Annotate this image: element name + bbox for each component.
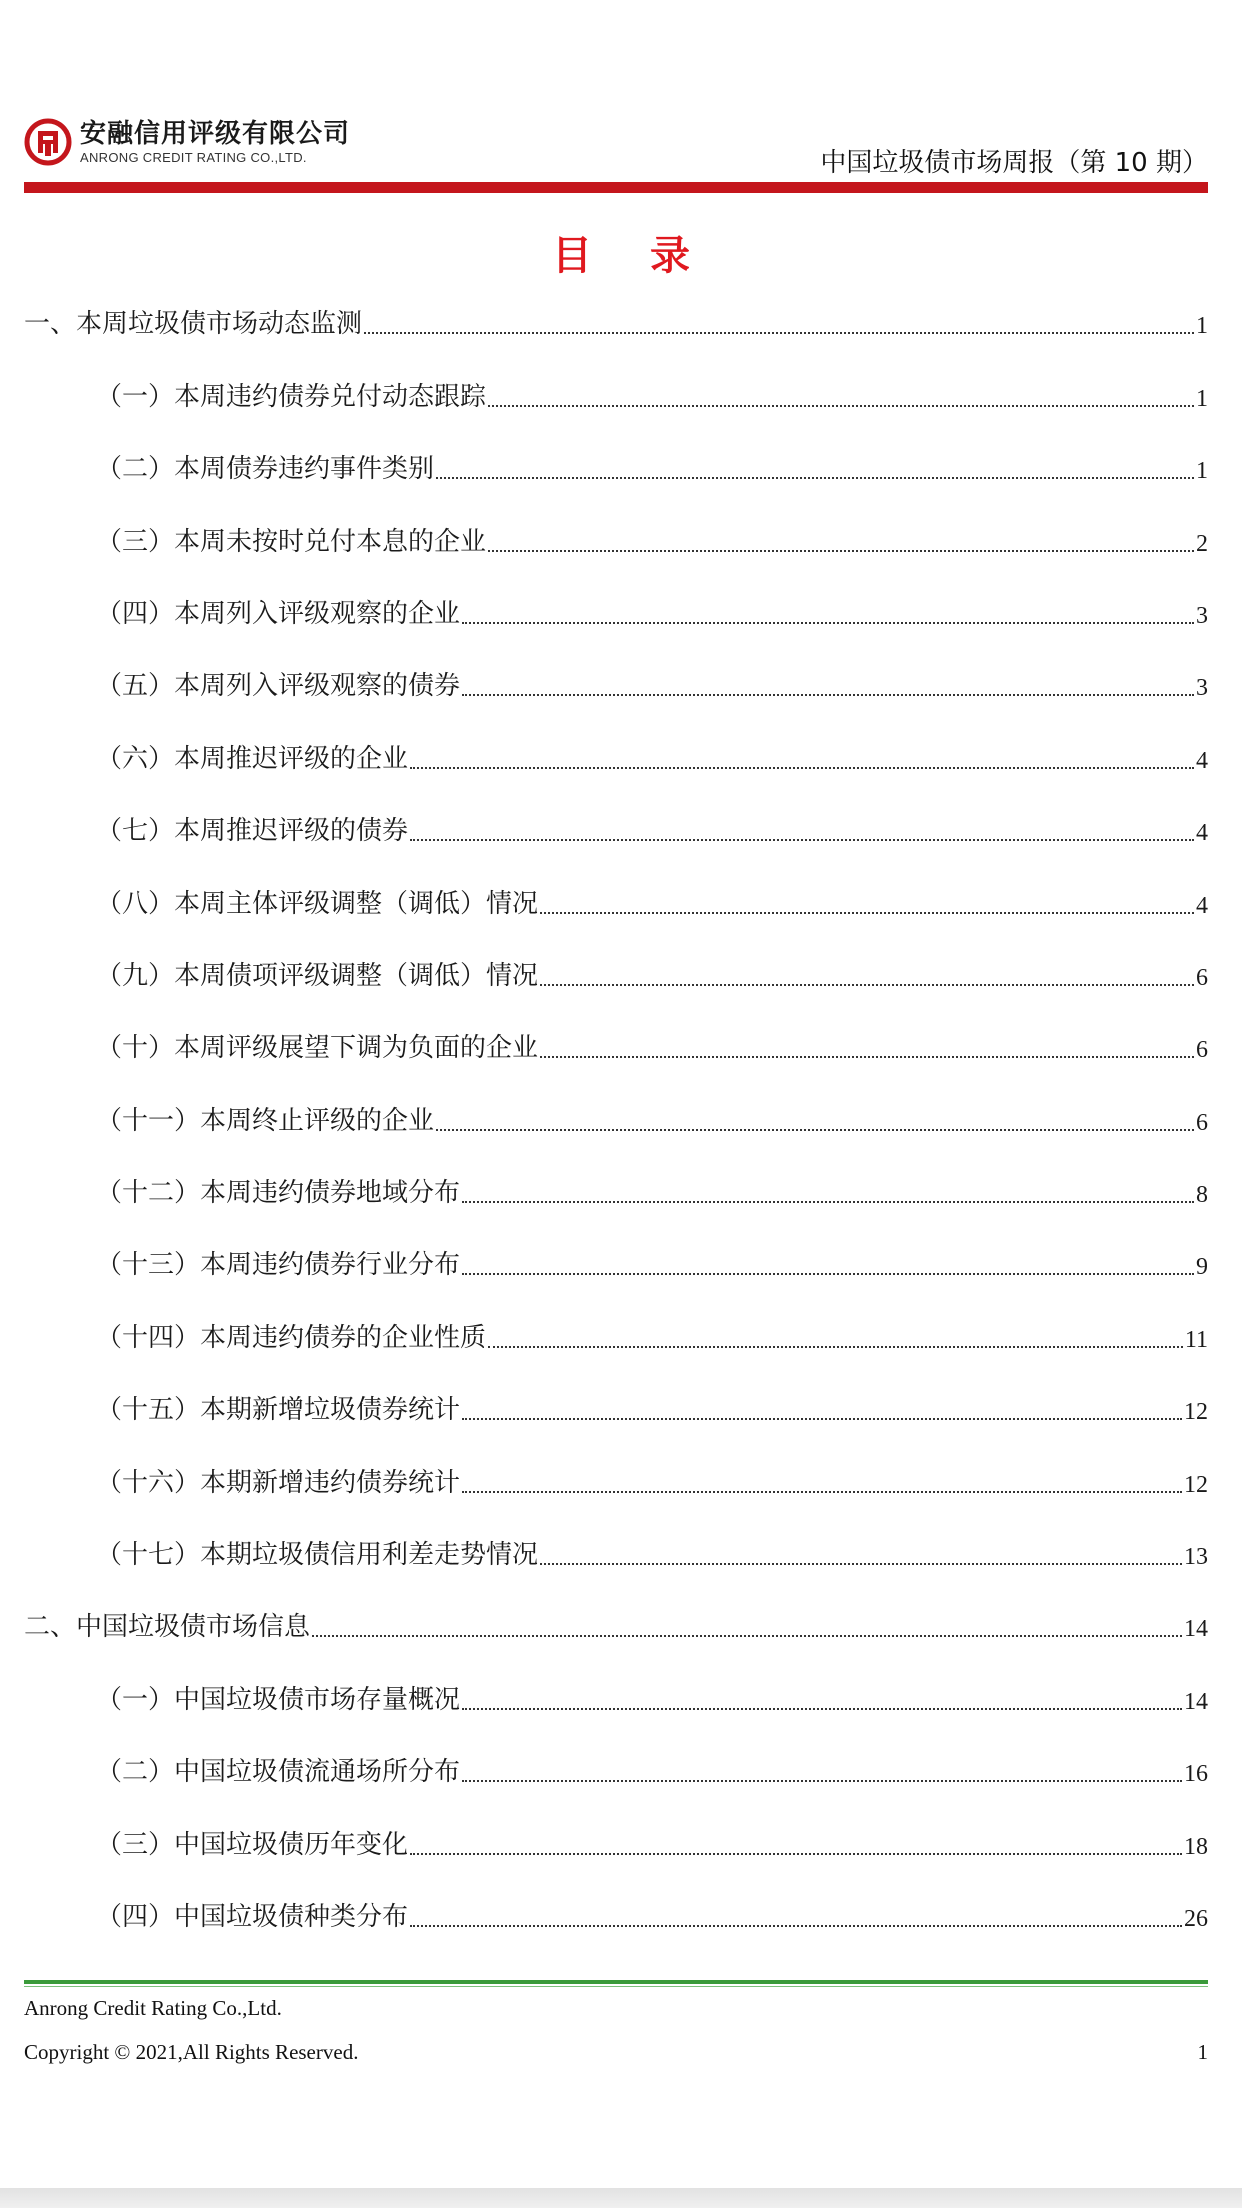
toc-entry-page: 26 [1184, 1905, 1208, 1932]
toc-entry[interactable] [24, 1595, 1208, 1667]
toc-entry-label: （六）本周推迟评级的企业 [96, 743, 409, 774]
toc-entry-page: 16 [1184, 1761, 1208, 1788]
toc-leader-dots [462, 1708, 1182, 1710]
toc-entry-page: 4 [1196, 820, 1208, 847]
toc-entry-page: 1 [1196, 458, 1208, 485]
toc-entry[interactable] [24, 437, 1208, 509]
toc-entry[interactable] [24, 1667, 1208, 1739]
toc-entry[interactable] [24, 292, 1208, 364]
toc-leader-dots [540, 984, 1194, 986]
toc-entry-label: （八）本周主体评级调整（调低）情况 [96, 888, 539, 919]
toc-entry-page: 6 [1196, 1109, 1208, 1136]
toc-entry-label: （二）本周债券违约事件类别 [96, 454, 435, 485]
toc-entry-label: （十二）本周违约债券地域分布 [96, 1178, 461, 1209]
toc-entry-label: （一）中国垃圾债市场存量概况 [96, 1684, 461, 1715]
footer-divider [24, 1980, 1208, 1984]
toc-leader-dots [462, 1418, 1182, 1420]
company-name-cn: 安融信用评级有限公司 [80, 118, 351, 149]
toc-entry-page: 3 [1196, 602, 1208, 629]
toc-leader-dots [488, 1346, 1183, 1348]
toc-entry-page: 1 [1196, 313, 1208, 340]
toc-entry-page: 8 [1196, 1182, 1208, 1209]
footer-divider-thin [24, 1986, 1208, 1987]
toc-entry-page: 12 [1184, 1399, 1208, 1426]
page-number: 1 [1197, 2040, 1208, 2064]
toc-leader-dots [462, 1273, 1194, 1275]
toc-entry-label: （七）本周推迟评级的债券 [96, 816, 409, 847]
toc-entry[interactable] [24, 726, 1208, 798]
toc-entry-label: （四）中国垃圾债种类分布 [96, 1901, 409, 1932]
toc-entry-page: 2 [1196, 530, 1208, 557]
header-divider [24, 182, 1208, 193]
toc-entry-page: 3 [1196, 675, 1208, 702]
toc-entry[interactable] [24, 1016, 1208, 1088]
toc-entry-label: （四）本周列入评级观察的企业 [96, 598, 461, 629]
toc-entry-label: （三）中国垃圾债历年变化 [96, 1829, 409, 1860]
toc-entry[interactable] [24, 582, 1208, 654]
toc-entry-page: 12 [1184, 1471, 1208, 1498]
toc-entry-page: 18 [1184, 1833, 1208, 1860]
toc-entry[interactable] [24, 1161, 1208, 1233]
toc-leader-dots [436, 477, 1194, 479]
toc-entry-page: 1 [1196, 385, 1208, 412]
toc-entry-label: （二）中国垃圾债流通场所分布 [96, 1757, 461, 1788]
toc-entry-label: （一）本周违约债券兑付动态跟踪 [96, 381, 487, 412]
toc-entry[interactable] [24, 509, 1208, 581]
toc-entry[interactable] [24, 654, 1208, 726]
toc-entry[interactable] [24, 364, 1208, 436]
toc-leader-dots [540, 1563, 1182, 1565]
table-of-contents [24, 292, 1208, 1957]
toc-leader-dots [410, 767, 1194, 769]
toc-entry-page: 6 [1196, 964, 1208, 991]
company-name [80, 118, 351, 165]
toc-leader-dots [410, 1853, 1182, 1855]
toc-entry-page: 4 [1196, 892, 1208, 919]
toc-entry-label: （十六）本期新增违约债券统计 [96, 1467, 461, 1498]
toc-entry-label: 一、本周垃圾债市场动态监测 [24, 309, 363, 340]
toc-entry-page: 6 [1196, 1037, 1208, 1064]
toc-entry-label: （十三）本周违约债券行业分布 [96, 1250, 461, 1281]
toc-entry[interactable] [24, 1523, 1208, 1595]
toc-leader-dots [462, 1491, 1182, 1493]
toc-entry-page: 14 [1184, 1688, 1208, 1715]
toc-entry[interactable] [24, 1450, 1208, 1522]
viewer-bottom-strip [0, 2188, 1242, 2208]
toc-entry-page: 9 [1196, 1254, 1208, 1281]
toc-leader-dots [410, 1925, 1182, 1927]
toc-entry[interactable] [24, 1378, 1208, 1450]
toc-leader-dots [462, 622, 1194, 624]
toc-entry-label: （五）本周列入评级观察的债券 [96, 671, 461, 702]
toc-leader-dots [364, 332, 1194, 334]
toc-entry[interactable] [24, 1812, 1208, 1884]
toc-entry[interactable] [24, 1740, 1208, 1812]
toc-entry[interactable] [24, 944, 1208, 1016]
toc-leader-dots [462, 1780, 1182, 1782]
toc-entry[interactable] [24, 1885, 1208, 1957]
toc-entry[interactable] [24, 1233, 1208, 1305]
toc-entry-page: 13 [1184, 1544, 1208, 1571]
toc-leader-dots [436, 1129, 1194, 1131]
toc-leader-dots [488, 405, 1194, 407]
toc-entry-label: 二、中国垃圾债市场信息 [24, 1612, 311, 1643]
toc-entry-label: （九）本周债项评级调整（调低）情况 [96, 960, 539, 991]
toc-leader-dots [410, 839, 1194, 841]
company-logo [24, 112, 350, 172]
toc-entry[interactable] [24, 1305, 1208, 1377]
toc-entry[interactable] [24, 799, 1208, 871]
toc-entry-label: （十）本周评级展望下调为负面的企业 [96, 1033, 539, 1064]
toc-title: 目 录 [552, 233, 712, 279]
toc-leader-dots [540, 1056, 1194, 1058]
toc-entry[interactable] [24, 871, 1208, 943]
footer-copyright: Copyright © 2021,All Rights Reserved. [24, 2040, 359, 2064]
toc-entry-page: 4 [1196, 747, 1208, 774]
toc-entry-label: （三）本周未按时兑付本息的企业 [96, 526, 487, 557]
toc-entry-label: （十七）本期垃圾债信用利差走势情况 [96, 1540, 539, 1571]
toc-entry-label: （十一）本周终止评级的企业 [96, 1105, 435, 1136]
toc-leader-dots [462, 1201, 1194, 1203]
toc-leader-dots [312, 1635, 1182, 1637]
company-name-en: ANRONG CREDIT RATING CO.,LTD. [80, 149, 307, 165]
toc-entry-label: （十四）本周违约债券的企业性质 [96, 1322, 487, 1353]
toc-leader-dots [488, 550, 1194, 552]
toc-entry-label: （十五）本期新增垃圾债券统计 [96, 1395, 461, 1426]
toc-leader-dots [540, 912, 1194, 914]
anrong-logo-icon [24, 118, 72, 166]
report-title: 中国垃圾债市场周报（第 10 期） [820, 148, 1208, 178]
toc-entry[interactable] [24, 1088, 1208, 1160]
toc-leader-dots [462, 694, 1194, 696]
footer-company: Anrong Credit Rating Co.,Ltd. [24, 1996, 282, 2020]
toc-entry-page: 14 [1184, 1616, 1208, 1643]
toc-entry-page: 11 [1184, 1326, 1208, 1353]
